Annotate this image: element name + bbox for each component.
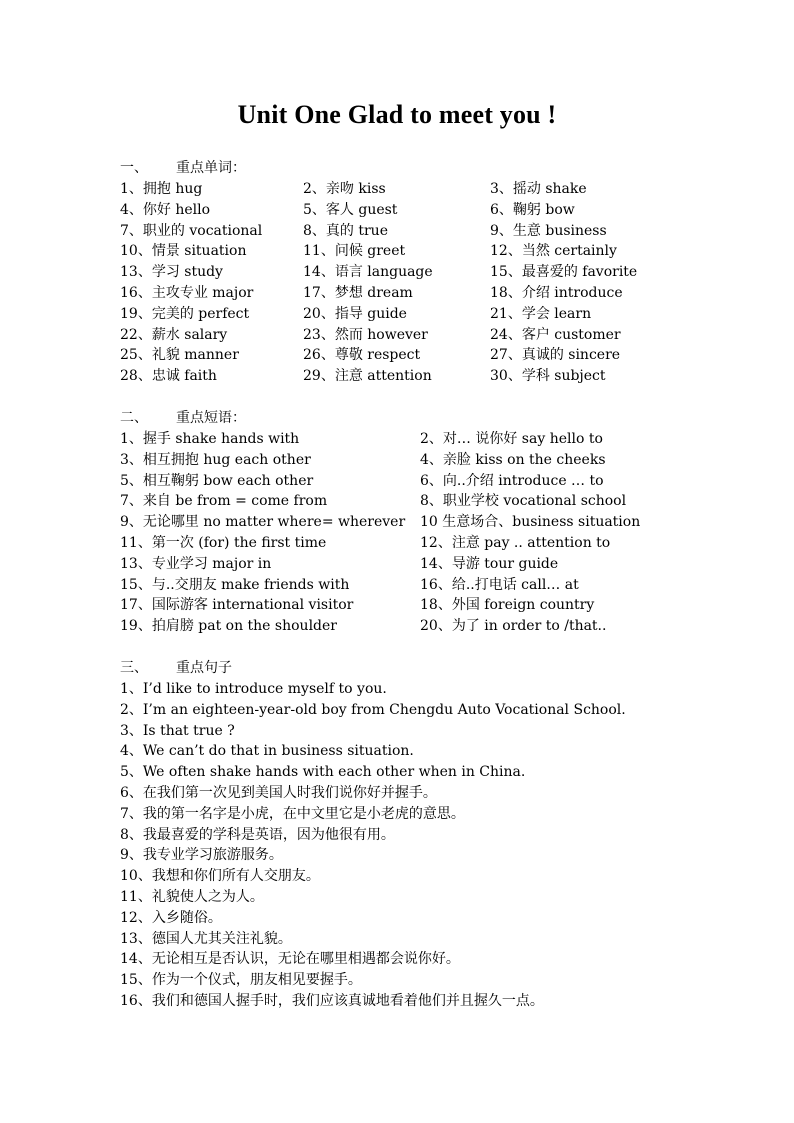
phrase-item: 2、对… 说你好 say hello to: [420, 431, 603, 447]
list-row: [120, 325, 770, 346]
vocab-item: 12、当然 certainly: [490, 243, 617, 260]
list-row: [120, 491, 770, 512]
vocab-item: 15、最喜爱的 favorite: [490, 264, 638, 281]
list-row: [120, 345, 770, 366]
sentence-item: 3、Is that true ?: [120, 722, 235, 739]
sentence-item: 16、我们和德国人握手时，我们应该真诚地看着他们并且握久一点。: [120, 992, 544, 1009]
list-row: [120, 616, 770, 637]
section-key-words: [120, 158, 770, 387]
phrase-item: 4、亲脸 kiss on the cheeks: [420, 451, 606, 468]
list-row: [120, 262, 770, 283]
list-row: [120, 450, 770, 471]
vocab-item: 1、拥抱 hug: [120, 181, 203, 197]
sentence-item: 7、我的第一名字是小虎，在中文里它是小老虎的意思。: [120, 805, 465, 822]
list-row: [120, 366, 770, 387]
sentence-item: 2、I’m an eighteen-year-old boy from Chengdu Auto Vocational School.: [120, 701, 626, 718]
section-title: 重点单词：: [176, 160, 246, 176]
vocab-item: 16、主攻专业 major: [120, 284, 254, 301]
vocab-item: 18、介绍 introduce: [490, 284, 623, 301]
vocab-item: 13、学习 study: [120, 264, 223, 281]
vocab-item: 3、摇动 shake: [490, 181, 587, 197]
phrase-item: 15、与..交朋友 make friends with: [120, 576, 350, 593]
list-row: [120, 283, 770, 304]
sentence-list: [120, 679, 770, 1012]
vocab-item: 30、学科 subject: [490, 368, 606, 385]
vocab-item: 9、生意 business: [490, 222, 607, 239]
list-row: [120, 200, 770, 221]
section-title: 重点短语：: [176, 410, 246, 426]
vocab-item: 24、客户 customer: [490, 326, 621, 343]
list-row: [120, 221, 770, 242]
vocab-item: 14、语言 language: [303, 264, 433, 281]
vocab-item: 19、完美的 perfect: [120, 305, 250, 322]
vocab-item: 27、真诚的 sincere: [490, 347, 621, 364]
list-row: [120, 554, 770, 575]
section-heading: [120, 408, 770, 429]
phrase-item: 17、国际游客 international visitor: [120, 597, 354, 614]
phrase-item: 7、来自 be from = come from: [120, 493, 328, 510]
sentence-item: 13、德国人尤其关注礼貌。: [120, 930, 292, 947]
vocab-item: 20、指导 guide: [303, 305, 407, 322]
vocab-item: 26、尊敬 respect: [303, 347, 421, 364]
list-row: [120, 533, 770, 554]
vocab-item: 22、薪水 salary: [120, 326, 228, 343]
list-row: [120, 512, 770, 533]
list-row: [120, 179, 770, 200]
vocab-item: 21、学会 learn: [490, 305, 592, 322]
phrase-item: 9、无论哪里 no matter where= wherever: [120, 514, 406, 531]
vocab-item: 25、礼貌 manner: [120, 347, 239, 364]
vocab-item: 23、然而 however: [303, 326, 428, 343]
phrase-item: 1、握手 shake hands with: [120, 431, 300, 447]
sentence-item: 14、无论相互是否认识，无论在哪里相遇都会说你好。: [120, 951, 460, 968]
vocab-item: 10、情景 situation: [120, 243, 247, 260]
phrase-item: 20、为了 in order to /that..: [420, 618, 607, 635]
sentence-item: 5、We often shake hands with each other when in China.: [120, 764, 526, 781]
page-title: Unit One Glad to meet you !: [237, 100, 557, 129]
phrase-item: 13、专业学习 major in: [120, 555, 272, 572]
list-row: [120, 429, 770, 450]
sentence-item: 9、我专业学习旅游服务。: [120, 847, 283, 864]
section-heading: [120, 658, 770, 679]
phrase-item: 11、第一次 (for) the first time: [120, 534, 327, 551]
section-number: 一、: [120, 160, 148, 176]
phrase-item: 14、导游 tour guide: [420, 555, 559, 572]
section-key-sentences: [120, 658, 770, 1012]
phrase-item: 5、相互鞠躬 bow each other: [120, 472, 314, 489]
sentence-item: 4、We can’t do that in business situation.: [120, 743, 414, 760]
sentence-item: 1、I’d like to introduce myself to you.: [120, 681, 387, 697]
phrase-item: 19、拍肩膀 pat on the shoulder: [120, 618, 337, 635]
section-key-phrases: [120, 408, 770, 637]
section-number: 三、: [120, 660, 148, 676]
list-row: [120, 471, 770, 492]
vocab-item: 7、职业的 vocational: [120, 222, 263, 239]
vocab-item: 2、亲吻 kiss: [303, 181, 386, 197]
vocab-item: 28、忠诚 faith: [120, 368, 217, 385]
vocab-item: 17、梦想 dream: [303, 284, 413, 301]
sentence-item: 8、我最喜爱的学科是英语，因为他很有用。: [120, 826, 395, 843]
vocab-item: 5、客人 guest: [303, 201, 398, 218]
vocab-item: 11、问候 greet: [303, 243, 406, 260]
section-number: 二、: [120, 410, 148, 426]
vocab-item: 8、真的 true: [303, 222, 388, 239]
vocab-item: 6、鞠躬 bow: [490, 201, 575, 218]
section-heading: [120, 158, 770, 179]
vocab-item: 4、你好 hello: [120, 201, 211, 218]
phrase-list: [120, 429, 770, 637]
phrase-item: 12、注意 pay .. attention to: [420, 534, 611, 551]
vocab-item: 29、注意 attention: [303, 368, 432, 385]
list-row: [120, 241, 770, 262]
word-list: [120, 179, 770, 387]
phrase-item: 3、相互拥抱 hug each other: [120, 451, 311, 468]
phrase-item: 10 生意场合、business situation: [420, 514, 641, 531]
section-title: 重点句子: [176, 660, 232, 676]
list-row: [120, 575, 770, 596]
phrase-item: 8、职业学校 vocational school: [420, 493, 627, 510]
list-row: [120, 595, 770, 616]
sentence-item: 11、礼貌使人之为人。: [120, 888, 264, 905]
list-row: [120, 304, 770, 325]
phrase-item: 16、给..打电话 call… at: [420, 576, 579, 593]
phrase-item: 6、向..介绍 introduce … to: [420, 472, 604, 489]
sentence-item: 15、作为一个仪式，朋友相见要握手。: [120, 972, 362, 989]
sentence-item: 10、我想和你们所有人交朋友。: [120, 868, 320, 885]
sentence-item: 12、入乡随俗。: [120, 909, 222, 926]
sentence-item: 6、在我们第一次见到美国人时我们说你好并握手。: [120, 784, 437, 801]
phrase-item: 18、外国 foreign country: [420, 597, 595, 614]
